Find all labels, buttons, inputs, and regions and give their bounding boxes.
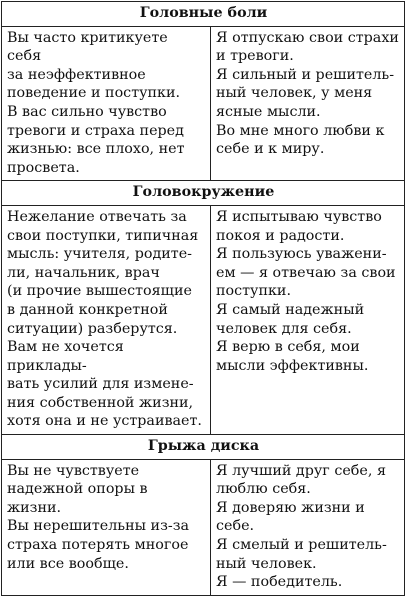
affirmation-paragraph: Во мне много любви к себе и к миру. <box>216 122 385 158</box>
affirmation-paragraph: Я доверяю жизни и себе. <box>216 499 365 535</box>
affirmation-paragraph: Я отпускаю свои страхи и тревоги. <box>216 29 399 65</box>
cause-paragraph: Нежелание отвечать за свои поступки, типичная мысль: учителя, родите- ли, начальник, врач (и прочие вышестоящие в данной конкретной ситуации) разберутся. <box>7 208 199 337</box>
cause-paragraph: В вас сильно чувство тревоги и страха перед жизнью: все плохо, нет просвета. <box>7 103 185 176</box>
causes-cell <box>2 205 211 434</box>
section-header-row <box>2 435 405 460</box>
affirmation-paragraph: Я — победитель. <box>216 574 343 591</box>
cause-paragraph: Вы не чувствуете надежной опоры в жизни. <box>7 462 148 516</box>
affirmation-paragraph: Я лучший друг себе, я люблю себя. <box>216 462 386 498</box>
document-page <box>1 1 404 596</box>
affirmation-paragraph: Я испытываю чувство покоя и радости. <box>216 208 382 244</box>
affirmation-paragraph: Я сильный и решитель- ный человек, у меня ясные мысли. <box>216 66 395 120</box>
section-header-row <box>2 181 405 206</box>
cause-paragraph: Вы нерешительны из-за страха потерять многое или все вообще. <box>7 518 190 572</box>
affirmation-paragraph: Я самый надежный человек для себя. <box>216 301 365 337</box>
affirmations-cell <box>211 205 405 434</box>
section-title-disc-hernia: Грыжа диска <box>2 435 405 460</box>
cause-paragraph: Вам не хочется приклады- вать усилий для измене- ния собственной жизни, хотя она и не устраивает. <box>7 339 202 430</box>
affirmation-paragraph: Я верю в себя, мои мысли эффективны. <box>216 339 369 374</box>
affirmation-paragraph: Я смелый и решитель- ный человек. <box>216 537 387 572</box>
affirmations-cell <box>211 459 405 595</box>
section-title-dizziness: Головокружение <box>2 181 405 206</box>
section-content-row <box>2 459 405 595</box>
section-content-row <box>2 205 405 434</box>
section-header-row <box>2 2 405 27</box>
affirmation-paragraph: Я пользуюсь уважени- ем — я отвечаю за свои поступки. <box>216 246 396 300</box>
section-title-headaches: Головные боли <box>2 2 405 27</box>
affirmations-cell <box>211 26 405 181</box>
causes-cell <box>2 26 211 181</box>
section-content-row <box>2 26 405 181</box>
cause-paragraph: Вы часто критикуете себя за неэффективное поведение и поступки. <box>7 29 181 102</box>
causes-cell <box>2 459 211 595</box>
affirmations-table <box>1 1 405 596</box>
